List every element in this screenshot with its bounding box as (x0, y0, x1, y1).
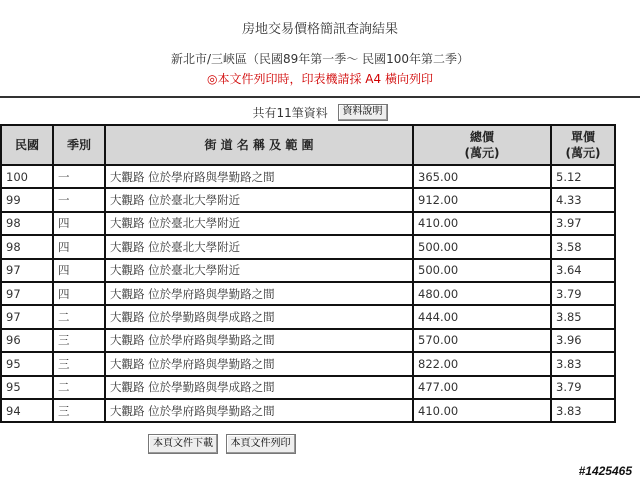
result-summary (0, 104, 640, 122)
cell-unit: 5.12 (551, 165, 615, 188)
cell-season: 二 (53, 305, 105, 328)
cell-unit: 3.58 (551, 235, 615, 258)
cell-street: 大觀路 位於臺北大學附近 (105, 259, 413, 282)
cell-total: 477.00 (413, 376, 551, 399)
cell-total: 480.00 (413, 282, 551, 305)
table-row (1, 352, 615, 375)
cell-season: 四 (53, 282, 105, 305)
cell-unit: 4.33 (551, 188, 615, 211)
cell-year: 97 (1, 259, 53, 282)
cell-unit: 3.79 (551, 282, 615, 305)
table-row (1, 235, 615, 258)
cell-street: 大觀路 位於學府路與學勤路之間 (105, 399, 413, 422)
cell-season: 二 (53, 376, 105, 399)
table-row (1, 165, 615, 188)
cell-unit: 3.97 (551, 212, 615, 235)
cell-total: 500.00 (413, 235, 551, 258)
download-page-button[interactable]: 本頁文件下載 (148, 434, 218, 454)
cell-street: 大觀路 位於臺北大學附近 (105, 235, 413, 258)
cell-year: 97 (1, 305, 53, 328)
col-header-unit-line2: (萬元) (565, 146, 601, 160)
table-row (1, 329, 615, 352)
cell-total: 444.00 (413, 305, 551, 328)
table-row (1, 259, 615, 282)
cell-year: 98 (1, 212, 53, 235)
cell-total: 570.00 (413, 329, 551, 352)
cell-season: 四 (53, 259, 105, 282)
cell-total: 822.00 (413, 352, 551, 375)
cell-total: 912.00 (413, 188, 551, 211)
cell-year: 99 (1, 188, 53, 211)
cell-street: 大觀路 位於學勤路與學成路之間 (105, 305, 413, 328)
cell-unit: 3.96 (551, 329, 615, 352)
cell-street: 大觀路 位於學勤路與學成路之間 (105, 376, 413, 399)
col-header-season: 季別 (53, 125, 105, 165)
print-notice: ◎本文件列印時，印表機請採 A4 橫向列印 (207, 72, 433, 86)
action-bar (148, 434, 300, 454)
col-header-unit-line1: 單價 (570, 130, 595, 144)
cell-unit: 3.85 (551, 305, 615, 328)
col-header-street: 街 道 名 稱 及 範 圍 (105, 125, 413, 165)
results-table (0, 124, 616, 423)
cell-season: 一 (53, 188, 105, 211)
cell-year: 95 (1, 376, 53, 399)
table-row (1, 305, 615, 328)
table-header-row (1, 125, 615, 165)
cell-season: 四 (53, 235, 105, 258)
cell-unit: 3.79 (551, 376, 615, 399)
table-row (1, 399, 615, 422)
cell-year: 100 (1, 165, 53, 188)
cell-unit: 3.83 (551, 399, 615, 422)
print-page-button[interactable]: 本頁文件列印 (226, 434, 296, 454)
cell-season: 三 (53, 352, 105, 375)
cell-season: 三 (53, 329, 105, 352)
table-row (1, 282, 615, 305)
data-info-button[interactable]: 資料說明 (338, 104, 388, 121)
table-row (1, 212, 615, 235)
cell-year: 94 (1, 399, 53, 422)
page-title: 房地交易價格簡訊查詢結果 (241, 22, 398, 37)
col-header-total-line1: 總價 (469, 130, 494, 144)
cell-total: 410.00 (413, 399, 551, 422)
table-row (1, 376, 615, 399)
watermark: #1425465 (578, 464, 632, 478)
cell-season: 四 (53, 212, 105, 235)
col-header-total (413, 125, 551, 165)
cell-year: 96 (1, 329, 53, 352)
cell-street: 大觀路 位於學府路與學勤路之間 (105, 352, 413, 375)
result-count: 共有11筆資料 (252, 106, 328, 120)
cell-street: 大觀路 位於臺北大學附近 (105, 212, 413, 235)
cell-year: 98 (1, 235, 53, 258)
cell-total: 500.00 (413, 259, 551, 282)
cell-street: 大觀路 位於學府路與學勤路之間 (105, 165, 413, 188)
cell-season: 三 (53, 399, 105, 422)
cell-street: 大觀路 位於學府路與學勤路之間 (105, 282, 413, 305)
cell-street: 大觀路 位於學府路與學勤路之間 (105, 329, 413, 352)
col-header-total-line2: (萬元) (464, 146, 500, 160)
divider (0, 96, 640, 98)
cell-year: 95 (1, 352, 53, 375)
query-subtitle: 新北市/三峽區（民國89年第一季～ 民國100年第二季） (170, 52, 470, 66)
cell-unit: 3.64 (551, 259, 615, 282)
table-row (1, 188, 615, 211)
cell-unit: 3.83 (551, 352, 615, 375)
cell-street: 大觀路 位於臺北大學附近 (105, 188, 413, 211)
cell-season: 一 (53, 165, 105, 188)
col-header-unit (551, 125, 615, 165)
cell-total: 365.00 (413, 165, 551, 188)
cell-total: 410.00 (413, 212, 551, 235)
col-header-year: 民國 (1, 125, 53, 165)
cell-year: 97 (1, 282, 53, 305)
